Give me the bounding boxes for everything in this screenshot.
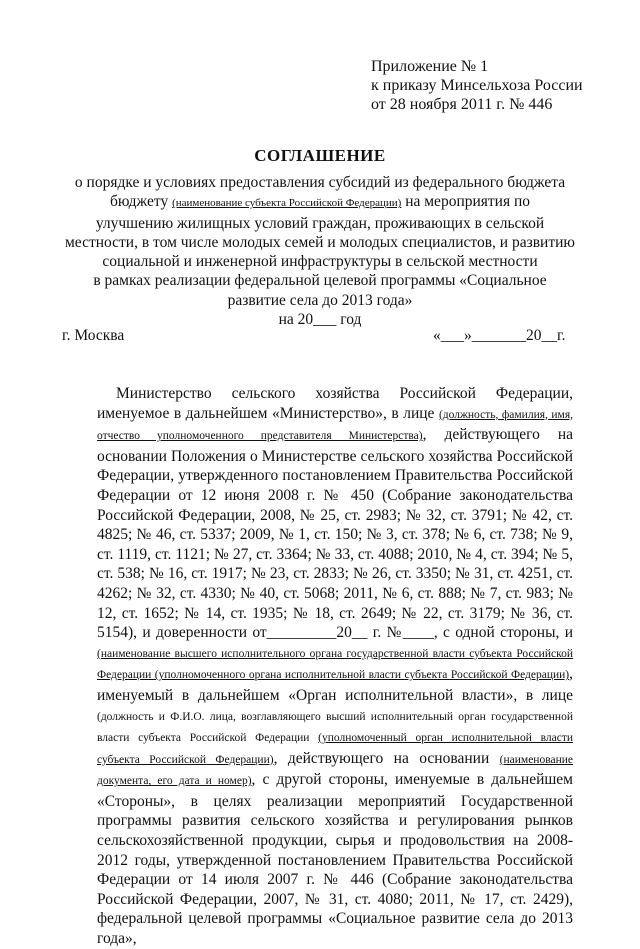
- appendix-header: [371, 57, 583, 114]
- authorized-body-placeholder: (уполномоченный орган исполнительной власти субъекта Российской Федерации): [97, 732, 573, 766]
- subtitle-line-8: на 20___ год: [278, 311, 362, 329]
- subtitle-line-1: о порядке и условиях предоставления субсидий из федерального бюджета: [74, 174, 566, 191]
- ministry-representative-placeholder: (должность, фамилия, имя, отчество уполномоченного представителя Министерства): [97, 408, 573, 443]
- body-text-3: , именуемый в дальнейшем «Орган исполнительной власти», в лице: [97, 665, 573, 704]
- subtitle-line-2-b: на мероприятия по: [401, 193, 531, 211]
- subtitle-line-3: улучшению жилищных условий граждан, проживающих в сельской: [95, 214, 545, 232]
- subtitle-line-2-a: бюджету: [109, 193, 173, 211]
- subtitle-line-7: развитие села до 2013 года»: [227, 291, 413, 309]
- official-position-placeholder: (должность и Ф.И.О. лица, возглавляющего высший исполнительный орган государственной власти субъекта Российской Федерации: [97, 710, 573, 745]
- subtitle-line-2: [60, 192, 580, 213]
- subtitle-line-5: социальной и инженерной инфраструктуры в сельской местности: [102, 253, 538, 271]
- appendix-line-3: от 28 ноября 2011 г. № 446: [371, 96, 553, 113]
- place-of-signing: г. Москва: [62, 327, 125, 344]
- body-text-2: , действующего на основании Положения о Министерстве сельского хозяйства Российской Федерации, утвержденного постановлением Правительства Российской Федерации от 12 июня 2008 г. № 450 (Собрание законодательства Российской Федерации, 2008, № 25, ст. 2983; № 32, ст. 3791; № 42, ст. 4825; № 46, ст. 5337; 2009, № 1, ст. 150; № 3, ст. 378; № 6, ст. 738; № 9, ст. 1119, ст. 1121; № 27, ст. 3364; № 33, ст. 4088; 2010, № 4, ст. 394; № 5, ст. 538; № 16, ст. 1917; № 23, ст. 2833; № 26, ст. 3350; № 31, ст. 4251, ст. 4262; № 32, ст. 4330; № 40, ст. 5068; 2011, № 6, ст. 888; № 7, ст. 983; № 12, ст. 1652; № 14, ст. 1935; № 18, ст. 2649; № 22, ст. 3179; № 36, ст. 5154), и доверенности от_________20__ г. №____, с одной стороны, и: [97, 426, 573, 642]
- document-basis-placeholder: (наименование документа, его дата и номер): [97, 753, 573, 788]
- body-text-4: , действующего на основании: [273, 749, 500, 767]
- subtitle-line-6: в рамках реализации федеральной целевой программы «Социальное: [93, 272, 547, 290]
- date-of-signing: «___»_______20__г.: [433, 327, 566, 344]
- subject-name-placeholder: (наименование субъекта Российской Федерации): [172, 197, 402, 210]
- subtitle-line-4: местности, в том числе молодых семей и молодых специалистов, и развитию: [65, 233, 575, 251]
- appendix-line-2: к приказу Минсельхоза России: [371, 77, 583, 94]
- body-paragraph: [97, 384, 573, 949]
- appendix-line-1: Приложение № 1: [371, 58, 489, 75]
- executive-body-placeholder: (наименование высшего исполнительного органа государственной власти субъекта Российской Федерации (уполномоченного органа исполнительной власти субъекта Российской Федерации): [97, 647, 573, 682]
- body-text-1: Министерство сельского хозяйства Российской Федерации, именуемое в дальнейшем «Министерство», в лице: [97, 385, 573, 422]
- document-title: СОГЛАШЕНИЕ: [254, 146, 386, 165]
- document-subtitle: [60, 173, 580, 329]
- body-text-5: , с другой стороны, именуемые в дальнейшем «Стороны», в целях реализации мероприятий Государственной программы развития сельского хозяйства и регулирования рынков сельскохозяйственной продукции, сырья и продовольствия на 2008-2012 годы, утвержденной постановлением Правительства Российской Федерации от 14 июля 2007 г. № 446 (Собрание законодательства Российской Федерации, 2007, № 31, ст. 4080; 2011, № 17, ст. 2429), федеральной целевой программы «Социальное развитие села до 2013 года»,: [97, 771, 573, 948]
